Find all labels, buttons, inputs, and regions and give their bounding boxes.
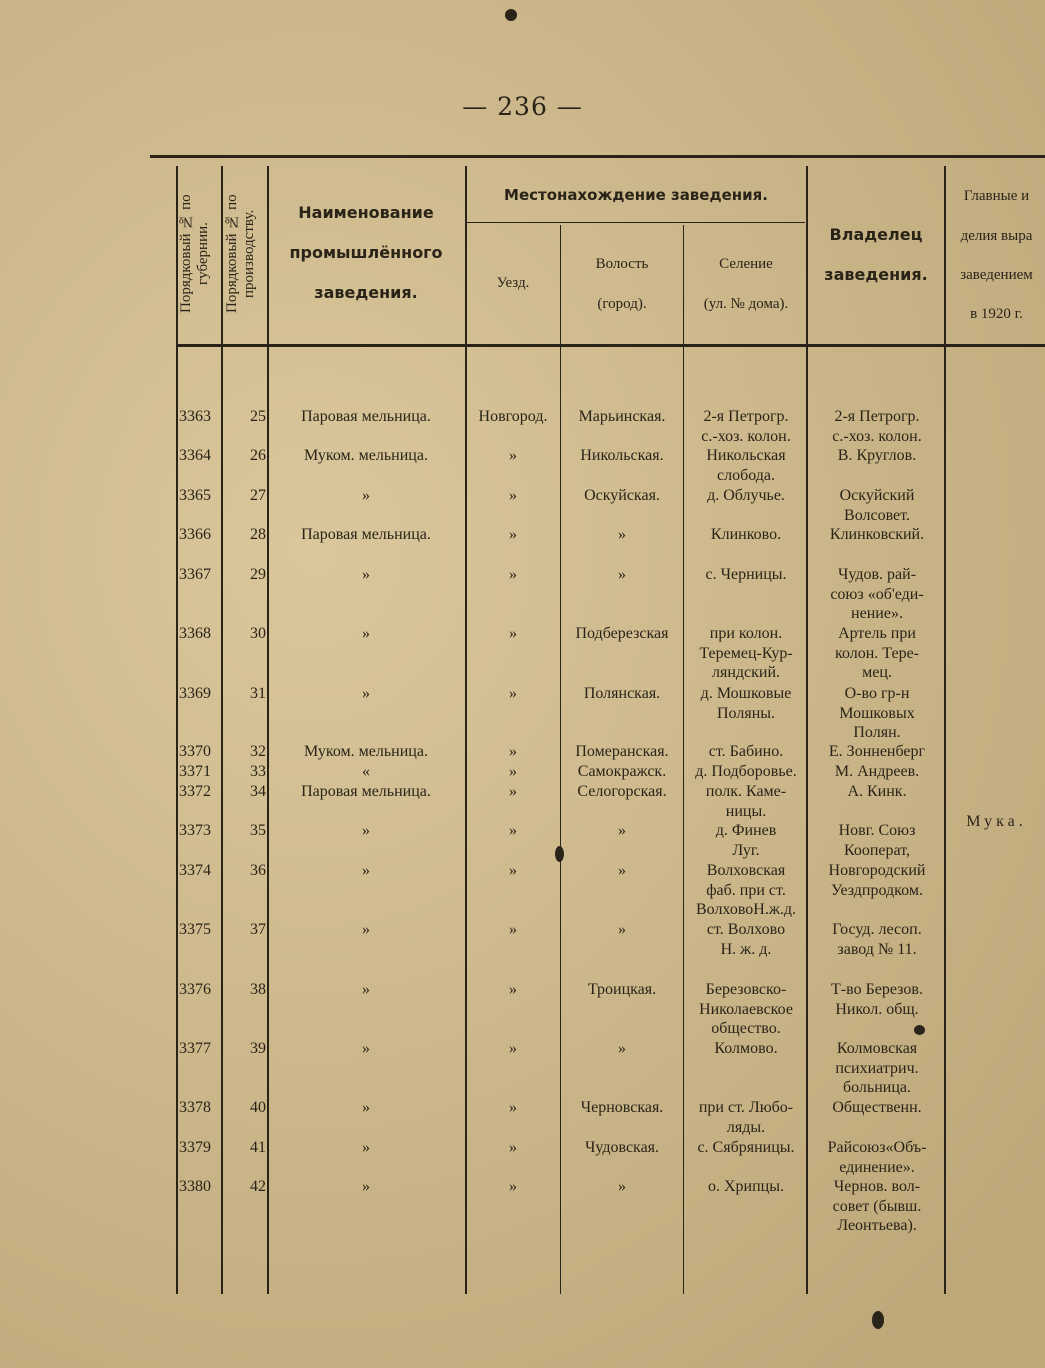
row-id: 3366 bbox=[179, 526, 211, 543]
row-production-no: 29 bbox=[250, 566, 266, 583]
row-selenie: слобода. bbox=[716, 466, 775, 484]
row-volost: Троицкая. bbox=[587, 981, 657, 998]
row-selenie: Волховская bbox=[706, 862, 786, 879]
row-owner: психиатрич. bbox=[835, 1059, 919, 1077]
row-volost: Чудовская. bbox=[584, 1139, 660, 1156]
row-uezd: » bbox=[509, 526, 517, 543]
row-id: 3379 bbox=[179, 1139, 211, 1156]
row-volost: Марьинская. bbox=[578, 408, 666, 425]
row-production-no: 38 bbox=[250, 981, 266, 998]
row-uezd: » bbox=[509, 1099, 517, 1116]
row-name: » bbox=[362, 981, 370, 998]
row-owner: Райсоюз«Объ- bbox=[827, 1139, 927, 1156]
header-production-no: Порядковый № по производству. bbox=[224, 194, 257, 314]
row-owner: завод № 11. bbox=[837, 940, 917, 958]
row-volost: Самокражск. bbox=[577, 763, 667, 780]
row-selenie: о. Хрипцы. bbox=[708, 1178, 784, 1195]
row-volost: Полянская. bbox=[583, 685, 661, 702]
row-owner: Уездпродком. bbox=[831, 881, 923, 899]
row-owner: Чудов. рай- bbox=[837, 566, 917, 583]
row-id: 3363 bbox=[179, 408, 211, 425]
header-id: Порядковый № по губернии. bbox=[178, 194, 211, 314]
ink-spot bbox=[555, 846, 564, 862]
row-uezd: » bbox=[509, 1040, 517, 1057]
row-id: 3373 bbox=[179, 822, 211, 839]
row-selenie: фаб. при ст. bbox=[706, 881, 786, 899]
row-name: » bbox=[362, 487, 370, 504]
row-owner: совет (бывш. bbox=[832, 1197, 922, 1215]
location-sub-rule bbox=[467, 222, 805, 223]
row-owner: М. Андреев. bbox=[834, 763, 920, 780]
row-owner: Новгородский bbox=[828, 862, 926, 879]
row-owner: союз «об'еди- bbox=[830, 585, 924, 603]
row-name: Паровая мельница. bbox=[301, 783, 431, 800]
row-owner: Колмовская bbox=[836, 1040, 918, 1057]
row-production-no: 35 bbox=[250, 822, 266, 839]
row-name: » bbox=[362, 1178, 370, 1195]
row-production-no: 39 bbox=[250, 1040, 266, 1057]
col-divider bbox=[465, 166, 467, 1294]
row-production-no: 41 bbox=[250, 1139, 266, 1156]
row-selenie: ляды. bbox=[726, 1118, 766, 1136]
row-id: 3364 bbox=[179, 447, 211, 464]
row-volost: Померанская. bbox=[575, 743, 669, 760]
col-divider bbox=[221, 166, 223, 1294]
row-id: 3367 bbox=[179, 566, 211, 583]
col-divider bbox=[683, 225, 684, 1294]
row-uezd: » bbox=[509, 822, 517, 839]
row-name: » bbox=[362, 1099, 370, 1116]
row-production-no: 32 bbox=[250, 743, 266, 760]
row-selenie: д. Подборовье. bbox=[695, 763, 797, 780]
row-selenie: Березовско- bbox=[705, 981, 787, 998]
row-owner: Общественн. bbox=[832, 1099, 922, 1116]
row-id: 3369 bbox=[179, 685, 211, 702]
top-rule bbox=[150, 155, 1045, 158]
row-uezd: » bbox=[509, 685, 517, 702]
row-owner: нение». bbox=[851, 605, 903, 622]
row-owner: В. Круглов. bbox=[837, 447, 917, 464]
row-volost: » bbox=[618, 1040, 626, 1057]
ink-spot bbox=[872, 1311, 884, 1329]
row-selenie: д. Мошковые bbox=[700, 685, 792, 702]
row-uezd: » bbox=[509, 625, 517, 642]
row-name: Муком. мельница. bbox=[304, 447, 428, 464]
row-uezd: » bbox=[509, 447, 517, 464]
row-id: 3372 bbox=[179, 783, 211, 800]
row-owner: Полян. bbox=[853, 724, 901, 741]
row-uezd: » bbox=[509, 862, 517, 879]
row-name: » bbox=[362, 625, 370, 642]
row-owner: больница. bbox=[843, 1079, 911, 1096]
row-selenie: д. Облучье. bbox=[707, 487, 785, 504]
row-uezd: » bbox=[509, 1139, 517, 1156]
row-owner: Оскуйский bbox=[839, 487, 915, 504]
ink-spot bbox=[505, 9, 517, 21]
row-selenie: д. Финев bbox=[715, 822, 777, 839]
row-owner: Мошковых bbox=[839, 704, 915, 722]
row-volost: Никольская. bbox=[580, 447, 664, 464]
row-id: 3378 bbox=[179, 1099, 211, 1116]
row-name: » bbox=[362, 921, 370, 938]
row-selenie: Луг. bbox=[732, 841, 760, 859]
row-owner: Новг. Союз bbox=[838, 822, 916, 839]
row-owner: Клинковский. bbox=[829, 526, 925, 543]
row-name: » bbox=[362, 685, 370, 702]
row-name: » bbox=[362, 566, 370, 583]
row-production-no: 26 bbox=[250, 447, 266, 464]
row-selenie: 2-я Петрогр. bbox=[703, 408, 789, 425]
row-uezd: » bbox=[509, 783, 517, 800]
row-name: Паровая мельница. bbox=[301, 408, 431, 425]
row-production-no: 40 bbox=[250, 1099, 266, 1116]
row-selenie: Теремец-Кур- bbox=[699, 644, 793, 662]
product-note: Мука. bbox=[966, 813, 1027, 830]
row-volost: Селогорская. bbox=[577, 783, 667, 800]
row-volost: » bbox=[618, 1178, 626, 1195]
row-uezd: » bbox=[509, 981, 517, 998]
row-volost: Подберезская bbox=[575, 625, 669, 642]
row-production-no: 27 bbox=[250, 487, 266, 504]
col-divider bbox=[560, 225, 561, 1294]
row-volost: Черновская. bbox=[580, 1099, 664, 1116]
row-id: 3370 bbox=[179, 743, 211, 760]
row-volost: » bbox=[618, 822, 626, 839]
row-production-no: 36 bbox=[250, 862, 266, 879]
header-bottom-rule bbox=[178, 344, 1045, 347]
row-volost: » bbox=[618, 526, 626, 543]
row-name: » bbox=[362, 822, 370, 839]
row-id: 3377 bbox=[179, 1040, 211, 1057]
row-selenie: Никольская bbox=[706, 447, 786, 464]
row-selenie: с. Сябряницы. bbox=[697, 1139, 795, 1156]
row-id: 3371 bbox=[179, 763, 211, 780]
row-selenie: с. Черницы. bbox=[705, 566, 787, 583]
row-selenie: ст. Волхово bbox=[706, 921, 786, 938]
row-production-no: 42 bbox=[250, 1178, 266, 1195]
row-uezd: Новгород. bbox=[478, 408, 548, 425]
row-id: 3374 bbox=[179, 862, 211, 879]
row-volost: Оскуйская. bbox=[584, 487, 660, 504]
row-volost: » bbox=[618, 566, 626, 583]
row-owner: с.-хоз. колон. bbox=[832, 427, 922, 445]
row-volost: » bbox=[618, 921, 626, 938]
row-name: » bbox=[362, 1040, 370, 1057]
row-selenie: Николаевское bbox=[699, 1000, 793, 1018]
row-owner: колон. Тере- bbox=[835, 644, 919, 662]
row-owner: единение». bbox=[839, 1158, 915, 1176]
row-uezd: » bbox=[509, 566, 517, 583]
row-owner: Никол. общ. bbox=[835, 1000, 919, 1018]
row-selenie: Н. ж. д. bbox=[720, 940, 772, 958]
col-divider bbox=[944, 166, 946, 1294]
row-production-no: 30 bbox=[250, 625, 266, 642]
row-owner: Волсовет. bbox=[844, 506, 910, 524]
row-uezd: » bbox=[509, 743, 517, 760]
row-selenie: ст. Бабино. bbox=[708, 743, 784, 760]
row-selenie: с.-хоз. колон. bbox=[701, 427, 791, 445]
col-divider bbox=[267, 166, 269, 1294]
row-owner: Т-во Березов. bbox=[831, 981, 923, 998]
row-volost: » bbox=[618, 862, 626, 879]
row-uezd: » bbox=[509, 487, 517, 504]
row-name: » bbox=[362, 1139, 370, 1156]
row-uezd: » bbox=[509, 763, 517, 780]
row-production-no: 25 bbox=[250, 408, 266, 425]
row-id: 3380 bbox=[179, 1178, 211, 1195]
row-name: Муком. мельница. bbox=[304, 743, 428, 760]
row-name: » bbox=[362, 862, 370, 879]
row-owner: О-во гр-н bbox=[844, 685, 910, 702]
row-owner: Леонтьева). bbox=[837, 1217, 917, 1234]
row-selenie: при ст. Любо- bbox=[698, 1099, 794, 1116]
row-owner: Е. Зонненберг bbox=[828, 743, 926, 760]
row-id: 3368 bbox=[179, 625, 211, 642]
header-location: Местонахождение заведения. bbox=[504, 186, 768, 204]
row-production-no: 31 bbox=[250, 685, 266, 702]
row-name: Паровая мельница. bbox=[301, 526, 431, 543]
row-selenie: при колон. bbox=[709, 625, 783, 642]
row-owner: А. Кинк. bbox=[847, 783, 907, 800]
row-selenie: ницы. bbox=[725, 802, 767, 820]
row-selenie: ляндский. bbox=[711, 664, 781, 681]
row-selenie: ВолховоН.ж.д. bbox=[695, 901, 797, 918]
row-owner: мец. bbox=[862, 664, 892, 681]
page-number: — 236 — bbox=[462, 92, 583, 121]
ink-spot bbox=[914, 1025, 925, 1035]
header-uezd: Уезд. bbox=[496, 275, 530, 291]
row-name: « bbox=[362, 763, 370, 780]
row-selenie: Поляны. bbox=[717, 704, 775, 722]
row-production-no: 28 bbox=[250, 526, 266, 543]
row-owner: Чернов. вол- bbox=[833, 1178, 921, 1195]
row-production-no: 37 bbox=[250, 921, 266, 938]
row-production-no: 34 bbox=[250, 783, 266, 800]
row-owner: 2-я Петрогр. bbox=[834, 408, 920, 425]
row-id: 3375 bbox=[179, 921, 211, 938]
row-selenie: Клинково. bbox=[710, 526, 782, 543]
row-owner: Кооперат, bbox=[843, 841, 910, 859]
row-selenie: полк. Каме- bbox=[705, 783, 787, 800]
row-owner: Артель при bbox=[838, 625, 916, 642]
row-production-no: 33 bbox=[250, 763, 266, 780]
row-id: 3376 bbox=[179, 981, 211, 998]
row-owner: Госуд. лесоп. bbox=[832, 921, 922, 938]
row-selenie: общество. bbox=[711, 1020, 781, 1037]
row-id: 3365 bbox=[179, 487, 211, 504]
row-uezd: » bbox=[509, 921, 517, 938]
row-uezd: » bbox=[509, 1178, 517, 1195]
row-selenie: Колмово. bbox=[714, 1040, 778, 1057]
